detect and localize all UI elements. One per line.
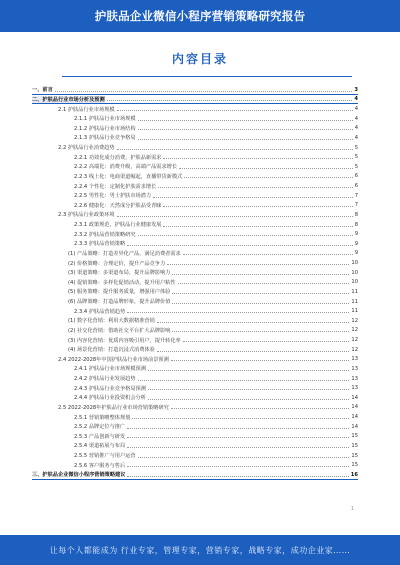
toc-entry-page: 8 [354, 211, 358, 218]
page-number: 1 [350, 506, 354, 512]
toc-leader-dots [148, 389, 349, 390]
toc-entry-label: 2.2 护肤品行业消费趋势 [58, 145, 115, 152]
toc-entry-label: 2.3.3 护肤品营销策略 [74, 241, 126, 248]
toc-entry[interactable] [32, 114, 358, 124]
toc-entry[interactable] [32, 239, 358, 249]
toc-entry[interactable] [32, 181, 358, 191]
toc-heading-wrap [0, 48, 400, 67]
toc-entry-label: 2.4.1 护肤品行业市场规模预测 [74, 366, 146, 373]
toc-entry[interactable] [32, 152, 358, 162]
toc-entry-page: 6 [354, 183, 358, 190]
toc-leader-dots [172, 331, 349, 332]
toc-entry-page: 10 [351, 279, 358, 286]
toc-leader-dots [167, 264, 349, 265]
toc-entry-label: (4) 场景化营销：打造沉浸式消费体验 [68, 347, 155, 354]
toc-entry[interactable] [32, 287, 358, 297]
heading-rule [62, 76, 352, 77]
toc-entry-page: 9 [354, 250, 358, 257]
toc-leader-dots [127, 245, 353, 246]
toc-entry[interactable] [32, 364, 358, 374]
toc-entry-page: 14 [351, 414, 358, 421]
toc-entry-label: (2) 社交化营销：借助社交平台扩大品牌影响 [68, 327, 171, 334]
toc-entry-page: 15 [351, 433, 358, 440]
toc-leader-dots [138, 457, 350, 458]
toc-entry-label: 二、护肤品行业市场分析及预测 [32, 96, 105, 103]
toc-entry-label: (1) 产品策略：打造差异化产品，满足消费者需求 [68, 250, 181, 257]
toc-entry-page: 3 [354, 86, 358, 93]
toc-entry[interactable] [32, 124, 358, 134]
toc-entry[interactable] [32, 460, 358, 470]
toc-leader-dots [148, 399, 349, 400]
toc-entry[interactable] [32, 451, 358, 461]
toc-entry-label: 2.1.3 护肤品行业竞争格局 [74, 135, 136, 142]
toc-entry-label: 2.4 2022-2028年中国护肤品行业市场前景预测 [58, 356, 169, 363]
toc-leader-dots [158, 187, 352, 188]
toc-leader-dots [172, 274, 349, 275]
report-title: 护肤品企业微信小程序营销策略研究报告 [94, 9, 306, 23]
toc-entry[interactable] [32, 326, 358, 336]
toc-entry[interactable] [32, 306, 358, 316]
toc-entry-page: 14 [351, 404, 358, 411]
toc-leader-dots [178, 283, 350, 284]
toc-leader-dots [117, 149, 353, 150]
toc-entry-page: 4 [354, 106, 358, 113]
toc-leader-dots [148, 370, 349, 371]
toc-heading: 内容目录 [171, 52, 228, 66]
toc-entry-page: 13 [351, 385, 358, 392]
toc-entry-page: 15 [351, 462, 358, 469]
toc-entry[interactable] [32, 412, 358, 422]
toc-entry-page: 12 [351, 337, 358, 344]
toc-entry-label: 2.4.3 护肤品行业竞争格局预测 [74, 385, 146, 392]
toc-leader-dots [163, 206, 352, 207]
toc-entry-page: 4 [354, 115, 358, 122]
toc-entry-label: 2.3.4 护肤品营销趋势 [74, 308, 126, 315]
toc-leader-dots [117, 110, 353, 111]
toc-leader-dots [127, 447, 349, 448]
toc-entry[interactable] [32, 422, 358, 432]
header-bar [0, 0, 400, 32]
toc-entry-page: 11 [351, 298, 358, 305]
toc-leader-dots [55, 91, 353, 92]
toc-entry[interactable] [32, 345, 358, 355]
toc-entry-page: 11 [351, 308, 358, 315]
toc-leader-dots [157, 322, 350, 323]
toc-leader-dots [127, 428, 349, 429]
toc-entry-label: 2.5.2 品牌定位与推广 [74, 424, 126, 431]
toc-entry-page: 12 [351, 317, 358, 324]
toc-entry-page: 4 [354, 96, 358, 103]
toc-entry-page: 16 [350, 471, 358, 478]
toc-leader-dots [138, 235, 353, 236]
footer-slogan: 让每个人都能成为 行业专家，管理专家，营销专家，战略专家，成功企业家…… [49, 545, 351, 555]
toc-entry-page: 5 [354, 154, 358, 161]
toc-entry-label: 2.4.4 护肤品行业投资机会分析 [74, 395, 146, 402]
toc-entry-label: (3) 渠道策略：多渠道布局，提升品牌影响力 [68, 270, 171, 277]
toc-leader-dots [132, 418, 349, 419]
toc-leader-dots [127, 312, 349, 313]
toc-entry-page: 10 [351, 260, 358, 267]
toc-entry-page: 4 [354, 134, 358, 141]
footer-bar [0, 535, 400, 565]
toc-entry-page: 14 [351, 394, 358, 401]
toc-entry-page: 5 [354, 144, 358, 151]
toc-entry-label: 一、前言 [32, 87, 53, 94]
toc-entry-label: (4) 促销策略：多样化促销活动，提升用户粘性 [68, 279, 176, 286]
toc-entry[interactable] [32, 374, 358, 384]
toc-separator [32, 94, 358, 95]
toc-entry[interactable] [32, 403, 358, 413]
toc-entry-page: 12 [351, 327, 358, 334]
toc-entry[interactable] [32, 393, 358, 403]
toc-entry-page: 8 [354, 221, 358, 228]
toc-entry[interactable] [32, 191, 358, 201]
toc-entry-label: (1) 数字化营销：利用大数据精准营销 [68, 318, 155, 325]
toc-entry-page: 5 [354, 163, 358, 170]
toc-entry-label: 2.1 护肤品行业市场规模 [58, 106, 115, 113]
toc-entry[interactable] [32, 104, 358, 114]
toc-entry[interactable] [32, 162, 358, 172]
toc-entry[interactable] [32, 278, 358, 288]
toc-entry-label: 2.5.3 产品创新与研发 [74, 433, 126, 440]
toc-leader-dots [183, 254, 353, 255]
toc-entry-label: 2.5.6 客户服务与售后 [74, 462, 126, 469]
toc-entry-label: 2.2.3 线上化：电商渠道崛起，直播带货新模式 [74, 173, 183, 180]
toc-leader-dots [179, 168, 353, 169]
toc-separator [32, 479, 358, 480]
toc-leader-dots [172, 303, 349, 304]
toc-leader-dots [127, 466, 349, 467]
toc-entry-label: 2.5.1 营销策略整体规划 [74, 414, 131, 421]
toc-entry-page: 6 [354, 173, 358, 180]
toc-entry-page: 13 [351, 356, 358, 363]
toc-leader-dots [184, 177, 352, 178]
toc-entry[interactable] [32, 316, 358, 326]
toc-leader-dots [138, 380, 350, 381]
toc-leader-dots [138, 139, 353, 140]
toc-leader-dots [127, 437, 349, 438]
toc-entry[interactable] [32, 383, 358, 393]
toc-entry-label: 2.2.5 男性化：男士护肤市场潜力 [74, 193, 152, 200]
toc-entry-label: 2.4.2 护肤品行业发展趋势 [74, 376, 136, 383]
toc-entry-label: 2.5.5 营销推广与用户运营 [74, 453, 136, 460]
toc-entry-page: 4 [354, 125, 358, 132]
toc-leader-dots [163, 226, 352, 227]
toc-entry-page: 15 [351, 452, 358, 459]
toc-leader-dots [138, 129, 353, 130]
toc-leader-dots [157, 351, 350, 352]
toc-entry-page: 14 [351, 423, 358, 430]
toc-entry[interactable] [32, 172, 358, 182]
toc-entry-label: 2.1.1 护肤品行业市场规模 [74, 116, 136, 123]
toc-entry-page: 13 [351, 375, 358, 382]
toc-entry[interactable] [32, 297, 358, 307]
toc-entry-label: (2) 价格策略：合理定价，提升产品竞争力 [68, 260, 166, 267]
toc-entry[interactable] [32, 229, 358, 239]
toc-entry-page: 7 [354, 192, 358, 199]
toc-entry-label: 三、护肤品企业微信小程序营销策略建议 [32, 472, 126, 479]
toc-leader-dots [172, 293, 349, 294]
toc-entry-label: 2.2.6 健康化：天然成分护肤品受青睐 [74, 202, 162, 209]
toc-entry-page: 13 [351, 365, 358, 372]
toc-leader-dots [107, 100, 353, 101]
toc-entry-page: 10 [351, 269, 358, 276]
toc-leader-dots [171, 408, 350, 409]
toc-entry[interactable] [32, 335, 358, 345]
toc-entry-page: 9 [354, 240, 358, 247]
toc-entry[interactable] [32, 143, 358, 153]
toc-entry-label: 2.3.1 政策规范，护肤品行业健康发展 [74, 222, 162, 229]
toc-entry-page: 7 [354, 202, 358, 209]
toc-entry-label: 2.5 2022-2028年护肤品行业市场营销策略研究 [58, 404, 169, 411]
toc-leader-dots [163, 158, 352, 159]
toc-entry-page: 12 [351, 346, 358, 353]
toc-entry-label: 2.2.4 个性化：定制化护肤需求增长 [74, 183, 157, 190]
toc-leader-dots [153, 197, 353, 198]
toc-entry[interactable] [32, 432, 358, 442]
toc-entry[interactable] [32, 210, 358, 220]
toc-entry[interactable] [32, 201, 358, 211]
toc-entry[interactable] [32, 355, 358, 365]
toc-entry[interactable] [32, 258, 358, 268]
toc-leader-dots [183, 341, 350, 342]
toc-entry[interactable] [32, 249, 358, 259]
toc-leader-dots [138, 120, 353, 121]
toc-entry-label: 2.5.4 渠道拓展与布局 [74, 443, 126, 450]
toc-entry-label: 2.2.1 功效化成分消费，护肤品新需求 [74, 154, 162, 161]
toc-list [32, 85, 358, 480]
toc-leader-dots [171, 360, 350, 361]
toc-entry-label: 2.1.2 护肤品行业市场结构 [74, 125, 136, 132]
toc-entry-label: (6) 品牌策略：打造品牌形象，提升品牌价值 [68, 299, 171, 306]
toc-entry-page: 9 [354, 231, 358, 238]
toc-entry-page: 15 [351, 442, 358, 449]
toc-entry[interactable] [32, 441, 358, 451]
toc-separator [32, 103, 358, 104]
toc-entry-page: 11 [351, 288, 358, 295]
toc-entry-label: (5) 服务策略：提升服务质量，增强用户体验 [68, 289, 171, 296]
toc-entry-label: 2.3 护肤品行业政策环境 [58, 212, 115, 219]
toc-entry-label: 2.3.2 护肤品营销策略研究 [74, 231, 136, 238]
toc-entry-label: (3) 内容化营销：优质内容吸引用户，提升转化率 [68, 337, 181, 344]
toc-leader-dots [127, 476, 348, 477]
toc-entry[interactable] [32, 133, 358, 143]
toc-leader-dots [117, 216, 353, 217]
toc-entry-label: 2.2.2 高端化：消费升级，高端产品需求增长 [74, 164, 178, 171]
toc-entry[interactable] [32, 268, 358, 278]
toc-entry[interactable] [32, 220, 358, 230]
